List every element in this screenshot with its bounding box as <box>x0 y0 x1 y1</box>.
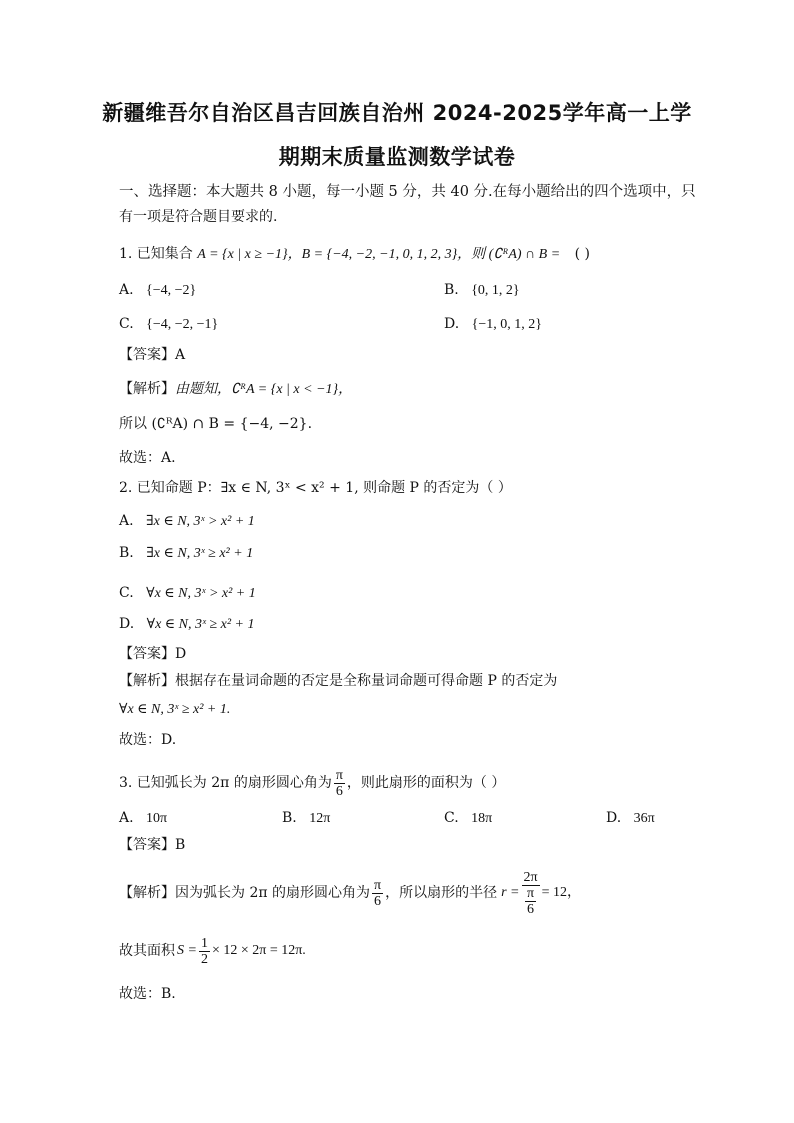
option-value: ∃x ∈ N, 3ˣ ≥ x² + 1 <box>146 546 254 561</box>
question-3-option-d <box>606 809 655 828</box>
fraction-denominator <box>522 886 540 917</box>
analysis-angle-fraction <box>372 878 383 909</box>
fraction-numerator: π <box>374 877 382 893</box>
question-1-conclusion: 故选：A. <box>119 450 176 466</box>
option-value: 12π <box>309 811 331 826</box>
option-value: {−4, −2, −1} <box>146 317 219 332</box>
option-label: C. <box>119 585 134 601</box>
section-instructions-line1: 一、选择题：本大题共 8 小题，每一小题 5 分，共 40 分.在每小题给出的四个选项中，只 <box>119 184 696 200</box>
question-3-answer: 【答案】B <box>119 837 186 853</box>
question-2-answer: 【答案】D <box>119 646 187 662</box>
question-2-option-b <box>119 544 253 563</box>
question-3-conclusion: 故选：B. <box>119 986 176 1002</box>
option-value: {−4, −2} <box>146 283 197 298</box>
question-2-stem: 2. 已知命题 P：∃x ∈ N, 3ˣ < x² + 1, 则命题 P 的否定为（ ） <box>119 480 512 496</box>
analysis-text: 由题知，∁ᴿA = {x | x < −1}， <box>175 382 353 397</box>
question-3-option-c <box>444 809 492 828</box>
analysis-label: 【解析】 <box>119 381 175 397</box>
fraction-denominator: 6 <box>374 893 382 909</box>
radius-lhs: r = <box>501 885 520 900</box>
area-rhs: × 12 × 2π = 12π. <box>211 943 306 958</box>
area-text-pre: 故其面积 <box>119 943 175 959</box>
question-3-stem-pre: 3. 已知弧长为 2π 的扇形圆心角为 <box>119 775 332 791</box>
question-2-conclusion: 故选：D. <box>119 732 177 748</box>
question-3-option-a <box>119 809 167 828</box>
question-1-option-b <box>444 281 520 300</box>
fraction-numerator: π <box>527 885 535 901</box>
question-3-analysis-2 <box>119 934 306 968</box>
option-label: A. <box>119 810 134 826</box>
analysis-text-pre: 因为弧长为 2π 的扇形圆心角为 <box>175 885 371 901</box>
option-value: 18π <box>471 811 493 826</box>
option-label: A. <box>119 282 134 298</box>
question-1-option-c <box>119 315 218 334</box>
option-label: D. <box>119 616 135 632</box>
question-1-set-b: ，B = {−4, −2, −1, 0, 1, 2, 3} <box>287 247 458 262</box>
option-label: D. <box>606 810 622 826</box>
option-value: {−1, 0, 1, 2} <box>471 317 542 332</box>
analysis-label: 【解析】 <box>119 885 175 901</box>
option-value: 10π <box>146 811 168 826</box>
exam-title-line1: 新疆维吾尔自治区昌吉回族自治州 2024-2025学年高一上学 <box>102 101 692 125</box>
question-1-ask: ，则 (∁ᴿA) ∩ B = <box>457 247 561 262</box>
question-2-analysis-2: ∀x ∈ N, 3ˣ ≥ x² + 1. <box>119 702 231 717</box>
analysis-text-mid: ，所以扇形的半径 <box>385 885 498 901</box>
question-3-stem <box>119 766 505 800</box>
option-value: ∀x ∈ N, 3ˣ > x² + 1 <box>146 586 256 601</box>
fraction-numerator: 2π <box>523 869 538 885</box>
option-label: B. <box>282 810 297 826</box>
fraction-denominator: 6 <box>335 783 343 799</box>
option-label: A. <box>119 513 134 529</box>
option-value: ∀x ∈ N, 3ˣ ≥ x² + 1 <box>146 617 255 632</box>
question-2-option-d <box>119 615 255 634</box>
fraction-numerator: 1 <box>200 935 208 951</box>
section-instructions-line2: 有一项是符合题目要求的. <box>119 209 278 225</box>
radius-fraction <box>522 870 540 917</box>
question-1-option-d <box>444 315 542 334</box>
radius-rhs: = 12， <box>541 885 581 900</box>
option-label: C. <box>119 316 134 332</box>
fraction-denominator: 6 <box>527 901 535 917</box>
option-value: ∃x ∈ N, 3ˣ > x² + 1 <box>146 514 255 529</box>
option-label: D. <box>444 316 460 332</box>
question-1-set-a: A = {x | x ≥ −1} <box>197 247 288 262</box>
option-label: C. <box>444 810 459 826</box>
question-1-analysis-1 <box>119 380 352 399</box>
question-2-option-c <box>119 584 256 603</box>
area-fraction <box>199 936 210 967</box>
question-3-option-b <box>282 809 330 828</box>
question-1-answer: 【答案】A <box>119 347 186 363</box>
question-2-option-a <box>119 512 255 531</box>
option-value: 36π <box>633 811 655 826</box>
fraction-denominator: 2 <box>200 951 208 967</box>
question-1-stem <box>119 245 590 264</box>
question-3-stem-post: ，则此扇形的面积为（ ） <box>346 775 506 791</box>
fraction-numerator: π <box>335 767 343 783</box>
analysis-label: 【解析】 <box>119 673 175 689</box>
question-3-analysis-1 <box>119 862 581 924</box>
question-1-prefix: 1. 已知集合 <box>119 246 193 262</box>
nested-fraction <box>525 886 536 917</box>
question-2-analysis-1 <box>119 672 557 690</box>
exam-title-line2: 期期末质量监测数学试卷 <box>278 145 516 169</box>
area-lhs: S = <box>177 943 197 958</box>
option-label: B. <box>119 545 134 561</box>
option-label: B. <box>444 282 459 298</box>
question-1-option-a <box>119 281 196 300</box>
option-value: {0, 1, 2} <box>471 283 520 298</box>
question-1-analysis-2: 所以 (∁ᴿA) ∩ B = {−4, −2}. <box>119 416 313 432</box>
analysis-text: 根据存在量词命题的否定是全称量词命题可得命题 P 的否定为 <box>175 673 558 689</box>
question-1-answer-paren: ( ) <box>574 246 590 262</box>
question-3-angle-fraction <box>334 768 345 799</box>
